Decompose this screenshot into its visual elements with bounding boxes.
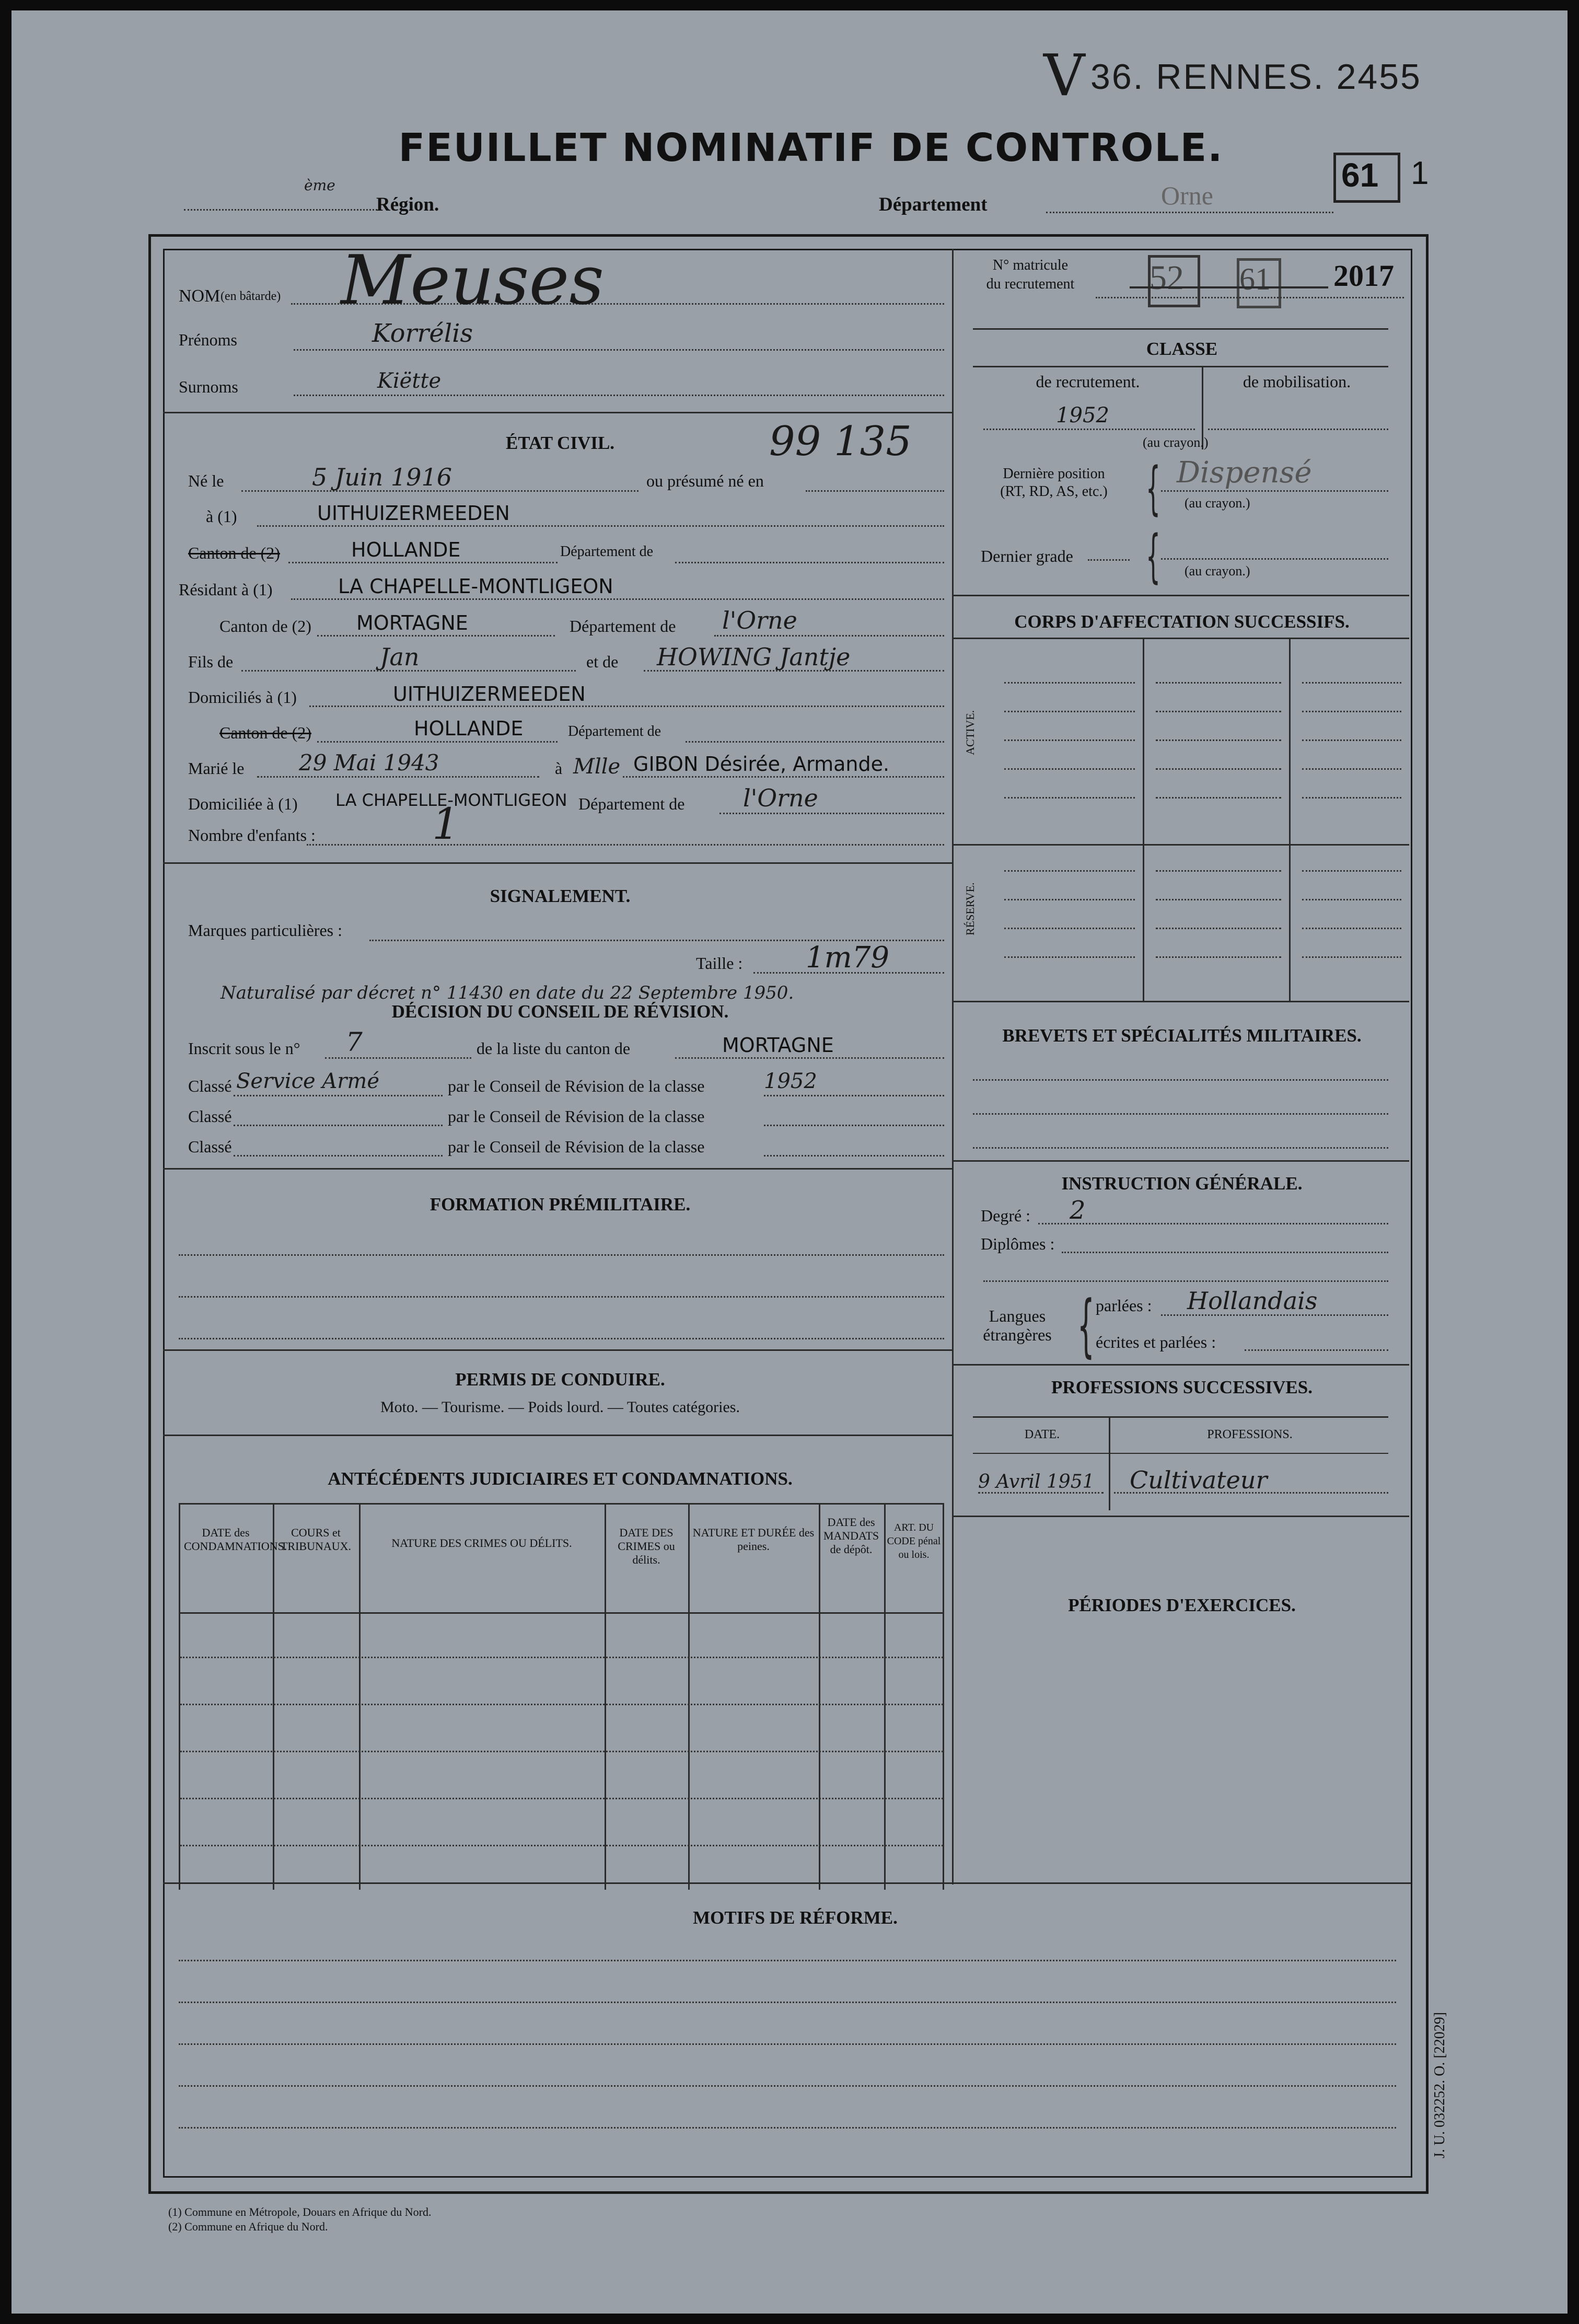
fils-label: Fils de — [188, 652, 234, 671]
col-date-condamnations: DATE des CONDAMNATIONS. — [184, 1526, 287, 1553]
check-mark: V — [1043, 42, 1085, 109]
domicilies-label: Domiciliés à (1) — [188, 688, 297, 707]
parlees-label: parlées : — [1096, 1296, 1152, 1315]
departement-value: Orne — [1161, 181, 1213, 210]
periodes-heading: PÉRIODES D'EXERCICES. — [1068, 1595, 1296, 1615]
col-date-crimes: DATE DES CRIMES ou délits. — [618, 1526, 675, 1566]
decision-canton-value: MORTAGNE — [722, 1034, 834, 1057]
classe-heading: CLASSE — [1146, 339, 1218, 359]
parlees-value: Hollandais — [1187, 1287, 1318, 1315]
prenoms-label: Prénoms — [179, 330, 237, 349]
classe-row1-year: 1952 — [764, 1069, 817, 1093]
liste-label: de la liste du canton de — [477, 1039, 631, 1058]
dept2-label: Département de — [570, 617, 676, 635]
classe-row2-suffix: par le Conseil de Révision de la classe — [448, 1107, 705, 1126]
lieu-naissance-label: à (1) — [206, 507, 237, 526]
classe-row1-suffix: par le Conseil de Révision de la classe — [448, 1077, 705, 1095]
resident-value: LA CHAPELLE-MONTLIGEON — [338, 575, 613, 598]
classe-row1-label: Classé — [188, 1077, 232, 1095]
canton2-value: MORTAGNE — [356, 611, 468, 634]
ou-presume-label: ou présumé né en — [646, 471, 764, 490]
domiciliee-label: Domiciliée à (1) — [188, 794, 298, 813]
profession-row-value: Cultivateur — [1130, 1466, 1268, 1494]
dept-label: Département de — [560, 544, 654, 560]
nom-label: NOM — [179, 286, 220, 306]
surnoms-label: Surnoms — [179, 377, 238, 396]
degre-value: 2 — [1070, 1196, 1086, 1225]
epouse-value: GIBON Désirée, Armande. — [633, 753, 890, 776]
dernier-grade-hint: (au crayon.) — [1185, 563, 1250, 579]
side-print: J. U. 032252. O. [22029] — [1432, 2012, 1448, 2158]
col-professions: PROFESSIONS. — [1207, 1428, 1293, 1441]
etat-civil-number: 99 135 — [769, 418, 912, 465]
derniere-position-label-1: Dernière position — [1003, 466, 1105, 482]
derniere-position-label-2: (RT, RD, AS, etc.) — [1000, 483, 1108, 500]
domiciliee-value: LA CHAPELLE-MONTLIGEON — [335, 790, 567, 810]
departement-label: Département — [879, 194, 988, 215]
marie-label: Marié le — [188, 759, 245, 778]
permis-heading: PERMIS DE CONDUIRE. — [455, 1369, 665, 1390]
matricule-stamp-52: 52 — [1150, 259, 1184, 297]
col-nature-peines: NATURE ET DURÉE des peines. — [692, 1526, 815, 1553]
resident-label: Résidant à (1) — [179, 580, 273, 599]
matricule-label-1: N° matricule — [992, 257, 1069, 273]
page-title: FEUILLET NOMINATIF DE CONTROLE. — [398, 125, 1224, 170]
prenoms-value: Korrélis — [372, 319, 473, 348]
professions-heading: PROFESSIONS SUCCESSIVES. — [1051, 1377, 1313, 1397]
recrutement-value: 1952 — [1056, 403, 1109, 427]
motifs-heading: MOTIFS DE RÉFORME. — [693, 1907, 898, 1928]
nom-hint: (en bâtarde) — [220, 290, 281, 303]
top-reference: 36. RENNES. 2455 — [1090, 57, 1422, 97]
langues-label-1: Langues — [989, 1306, 1046, 1325]
langues-label-2: étrangères — [983, 1325, 1052, 1344]
dept4-value: l'Orne — [743, 784, 818, 812]
permis-options: Moto. — Tourisme. — Poids lourd. — Toutes catégories. — [380, 1398, 740, 1416]
signalement-heading: SIGNALEMENT. — [490, 886, 631, 906]
mlle-label: Mlle — [573, 755, 621, 779]
reserve-label: RÉSERVE. — [963, 882, 977, 935]
instruction-heading: INSTRUCTION GÉNÉRALE. — [1061, 1173, 1303, 1194]
marie-a-label: à — [555, 759, 563, 778]
mobilisation-label: de mobilisation. — [1243, 372, 1351, 391]
col-art-code: ART. DU CODE pénal ou lois. — [887, 1522, 941, 1560]
taille-label: Taille : — [696, 954, 743, 973]
footnote-1: (1) Commune en Métropole, Douars en Afrique du Nord. — [168, 2205, 432, 2218]
region-label: Région. — [376, 194, 439, 215]
region-superscript: ème — [304, 177, 335, 194]
taille-value: 1m79 — [806, 941, 889, 975]
col-date-mandats: DATE des MANDATS de dépôt. — [823, 1516, 879, 1556]
dept4-label: Département de — [578, 794, 685, 813]
matricule-label-2: du recrutement — [986, 276, 1075, 292]
decision-heading: DÉCISION DU CONSEIL DE RÉVISION. — [391, 1001, 729, 1022]
col-cours-tribunaux: COURS et TRIBUNAUX. — [280, 1526, 352, 1553]
footnote-2: (2) Commune en Afrique du Nord. — [168, 2220, 328, 2233]
canton-value: HOLLANDE — [351, 538, 461, 561]
surnoms-value: Kiëtte — [377, 369, 442, 393]
classe-row1-value: Service Armé — [236, 1069, 379, 1093]
active-label: ACTIVE. — [963, 710, 977, 755]
nom-value: Meuses — [341, 240, 605, 320]
profession-row-date: 9 Avril 1951 — [978, 1471, 1095, 1493]
col-date: DATE. — [1024, 1428, 1060, 1441]
control-sheet — [11, 10, 1568, 2314]
ecrites-label: écrites et parlées : — [1096, 1333, 1216, 1351]
etat-civil-heading: ÉTAT CIVIL. — [505, 433, 615, 453]
et-de-label: et de — [586, 652, 619, 671]
canton3-value: HOLLANDE — [414, 717, 524, 740]
classe-row3-suffix: par le Conseil de Révision de la classe — [448, 1137, 705, 1156]
recrutement-label: de recrutement. — [1036, 372, 1140, 391]
canton3-label: Canton de (2) — [219, 723, 311, 742]
brace-langues: { — [1077, 1286, 1095, 1365]
classe-row3-label: Classé — [188, 1137, 232, 1156]
col-nature-crimes: NATURE DES CRIMES OU DÉLITS. — [391, 1536, 572, 1550]
inscrit-label: Inscrit sous le n° — [188, 1039, 300, 1058]
enfants-value: 1 — [432, 800, 460, 849]
brevets-heading: BREVETS ET SPÉCIALITÉS MILITAIRES. — [1002, 1025, 1362, 1046]
ne-le-label: Né le — [188, 471, 224, 490]
dept3-label: Département de — [568, 723, 661, 739]
derniere-position-hint: (au crayon.) — [1185, 495, 1250, 511]
marie-value: 29 Mai 1943 — [299, 750, 439, 776]
classe-au-crayon: (au crayon.) — [1143, 435, 1209, 450]
ne-le-value: 5 Juin 1916 — [312, 463, 452, 491]
degre-label: Degré : — [981, 1206, 1031, 1225]
matricule-value: 2017 — [1333, 259, 1394, 293]
canton2-label: Canton de (2) — [219, 617, 311, 635]
diplomes-label: Diplômes : — [981, 1234, 1055, 1253]
lieu-naissance-value: UITHUIZERMEEDEN — [317, 502, 510, 525]
dept2-value: l'Orne — [722, 606, 797, 634]
dernier-grade-label: Dernier grade — [981, 547, 1073, 565]
fils-value: Jan — [380, 643, 420, 671]
formation-heading: FORMATION PRÉMILITAIRE. — [429, 1194, 691, 1215]
derniere-position-value: Dispensé — [1177, 456, 1312, 490]
naturalisation-note: Naturalisé par décret n° 11430 en date du 22 Septembre 1950. — [220, 982, 794, 1003]
canton-label: Canton de (2) — [188, 544, 280, 562]
antecedents-heading: ANTÉCÉDENTS JUDICIAIRES ET CONDAMNATIONS. — [328, 1469, 793, 1489]
stamp-61: 61 — [1341, 156, 1379, 194]
classe-row2-label: Classé — [188, 1107, 232, 1126]
domicilies-value: UITHUIZERMEEDEN — [393, 683, 586, 706]
mere-value: HOWING Jantje — [657, 643, 851, 671]
stamp-suffix: 1 — [1411, 155, 1429, 191]
marques-label: Marques particulières : — [188, 921, 342, 940]
corps-heading: CORPS D'AFFECTATION SUCCESSIFS. — [1014, 611, 1350, 632]
brace-grade: { — [1146, 523, 1160, 589]
matricule-stamp-61: 61 — [1239, 262, 1271, 296]
inscrit-value: 7 — [346, 1027, 363, 1057]
brace-position: { — [1146, 455, 1160, 522]
enfants-label: Nombre d'enfants : — [188, 826, 316, 845]
